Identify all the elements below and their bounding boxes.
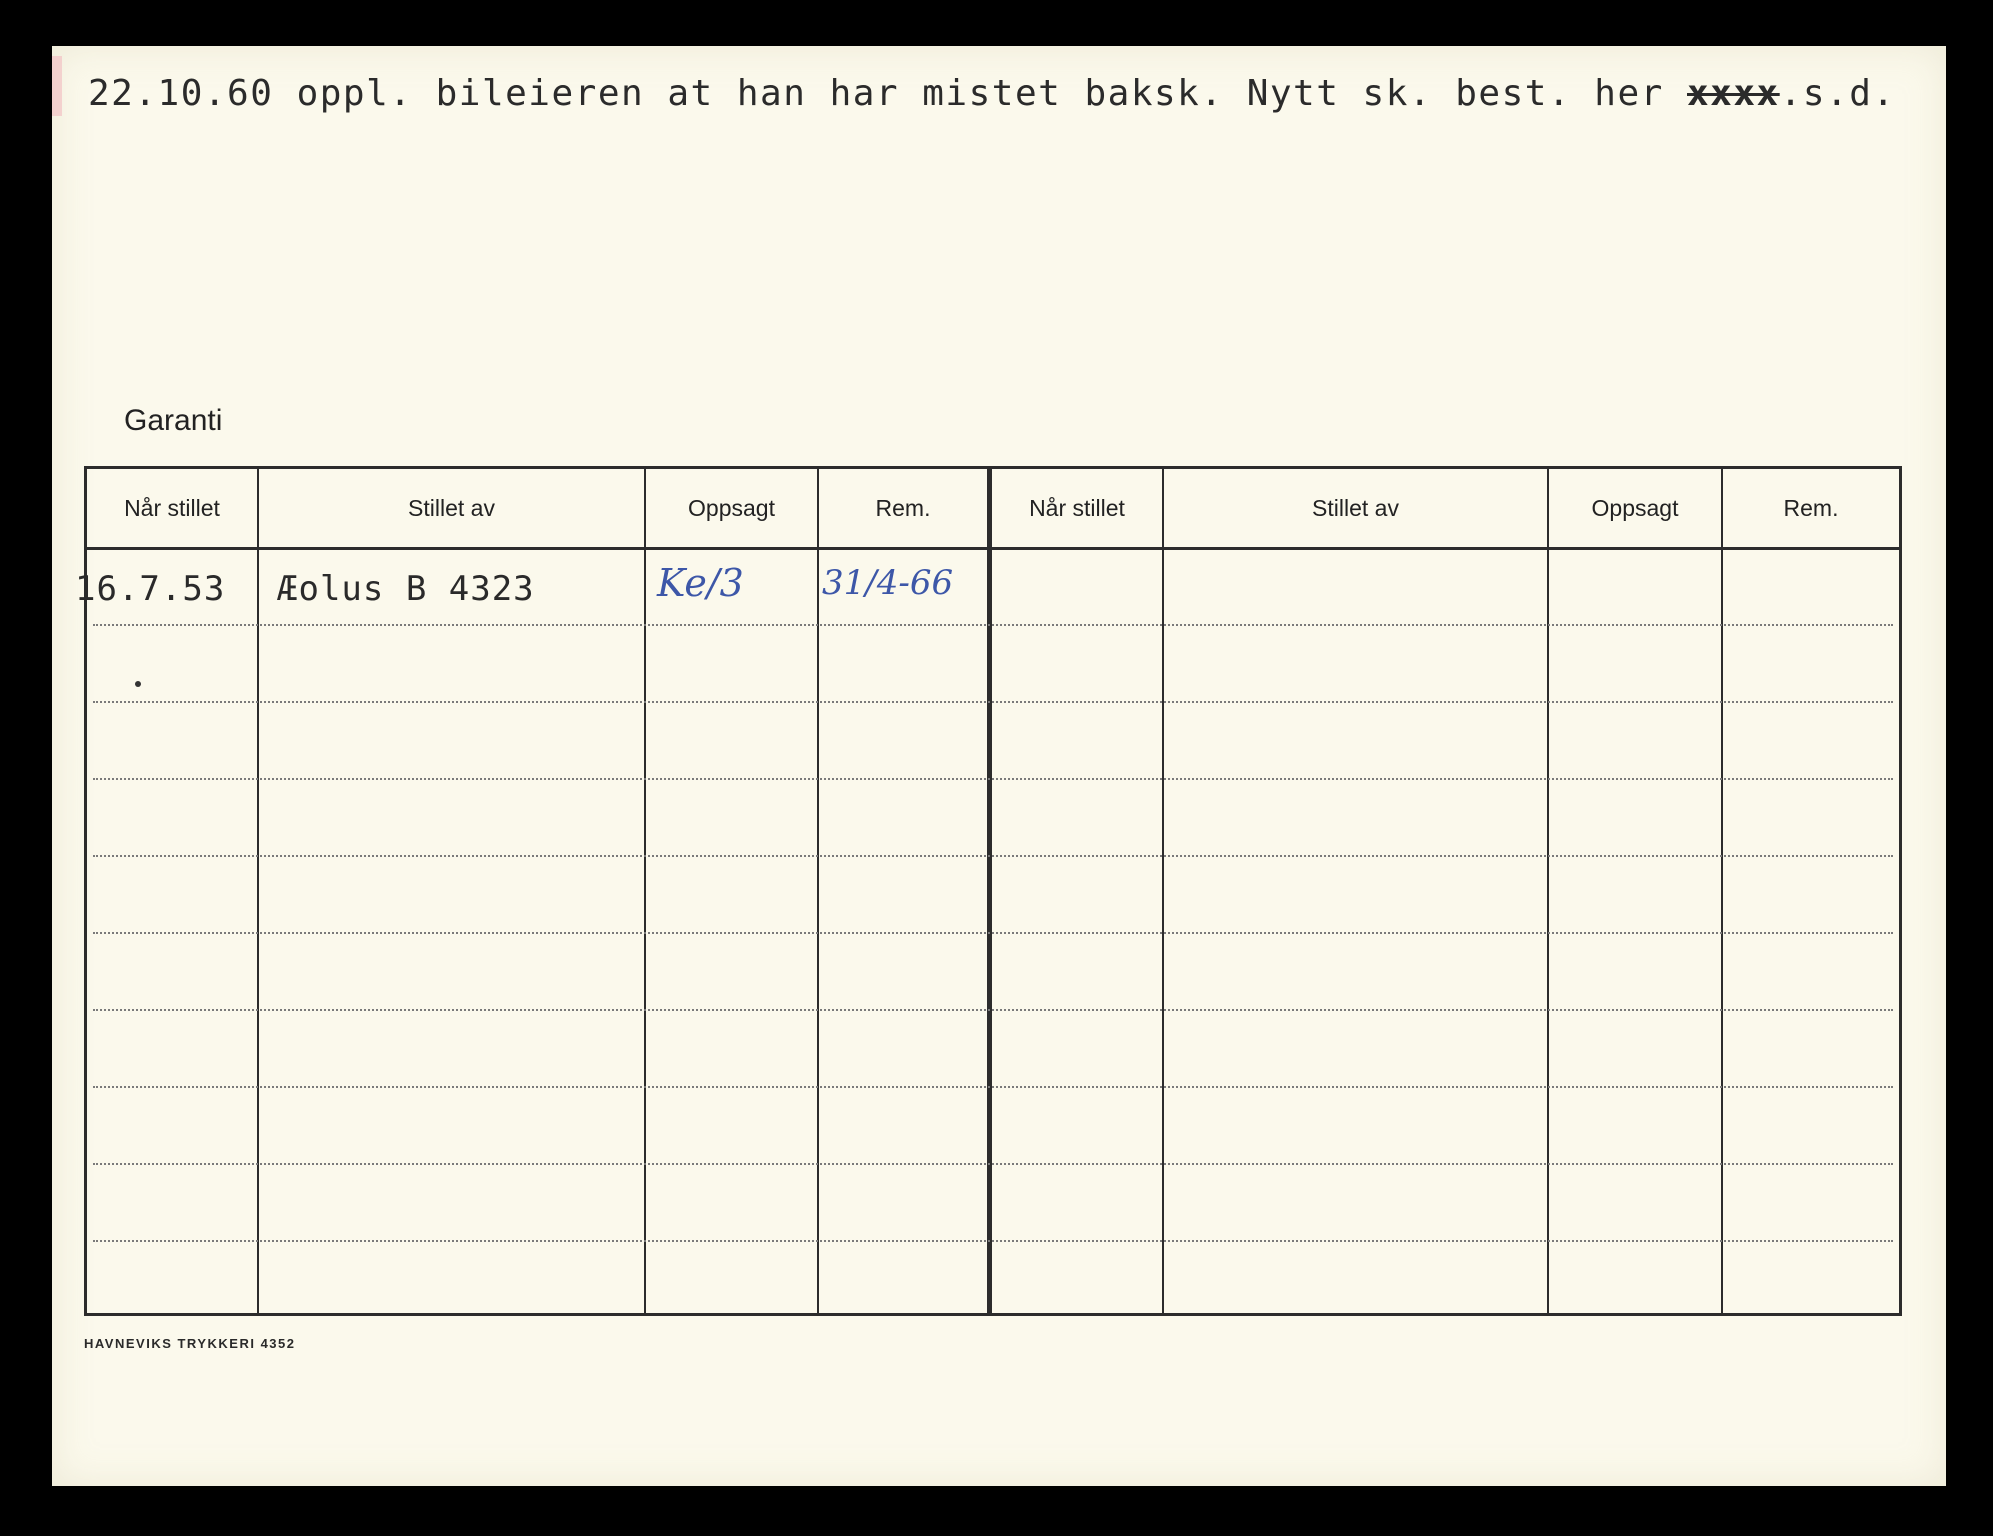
ink-speck — [135, 681, 141, 687]
garanti-card — [52, 46, 1946, 1486]
header-date-left: Når stillet — [124, 494, 220, 521]
section-title: Garanti — [124, 404, 223, 437]
header-date-right: Når stillet — [1029, 494, 1125, 521]
header-oppsagt-right: Oppsagt — [1591, 494, 1679, 521]
ruled-line — [93, 624, 1893, 626]
header-rem-left: Rem. — [875, 494, 931, 521]
typed-note-crossed-out: xxxx — [1687, 73, 1780, 114]
typed-note-end: .s.d. — [1779, 73, 1896, 114]
column-divider-center — [987, 469, 992, 1313]
typed-note — [88, 54, 1928, 134]
header-oppsagt-left: Oppsagt — [688, 494, 775, 521]
header-rule — [87, 547, 1899, 550]
column-divider — [817, 469, 819, 1313]
header-rem-right: Rem. — [1783, 494, 1839, 521]
header-party-left: Stillet av — [408, 494, 495, 521]
entry-date: 16.7.53 — [75, 569, 226, 609]
header-party-right: Stillet av — [1312, 494, 1399, 521]
entry-party: Æolus B 4323 — [277, 569, 535, 609]
typed-note-text: 22.10.60 oppl. bileieren at han har mistet baksk. Nytt sk. best. her — [88, 73, 1687, 114]
ruled-line — [93, 778, 1893, 780]
ruled-line — [93, 1086, 1893, 1088]
entry-rem-handwritten: 31/4-66 — [822, 563, 954, 603]
column-divider — [644, 469, 646, 1313]
column-divider — [1547, 469, 1549, 1313]
pink-corner-mark — [52, 56, 62, 116]
guarantee-table — [75, 466, 1902, 1316]
ruled-line — [93, 1240, 1893, 1242]
ruled-line — [93, 1009, 1893, 1011]
ruled-line — [93, 855, 1893, 857]
entry-oppsagt-handwritten: Ke/3 — [657, 561, 744, 605]
column-divider — [1721, 469, 1723, 1313]
ruled-line — [93, 701, 1893, 703]
column-divider — [257, 469, 259, 1313]
ruled-line — [93, 1163, 1893, 1165]
ruled-line — [93, 932, 1893, 934]
printer-imprint: HAVNEVIKS TRYKKERI 4352 — [84, 1336, 296, 1351]
column-divider — [1162, 469, 1164, 1313]
